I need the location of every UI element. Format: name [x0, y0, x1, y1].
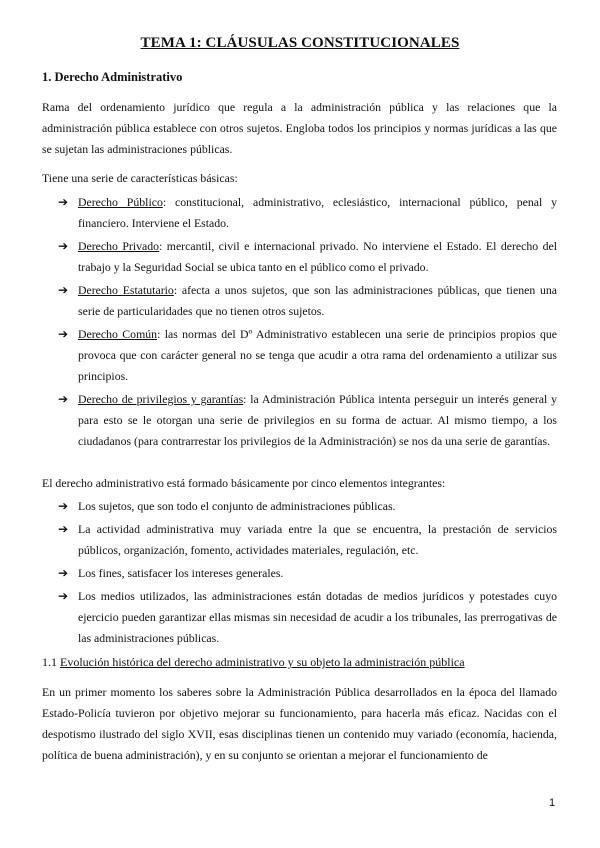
list-item: ➔ Los medios utilizados, las administraciones están dotadas de medios jurídicos y potestades cuyo ejercicio pueden garantizar ellas mismas sin necesidad de acudir a los tribunales, las prerrogativas de las administraciones públicas. — [42, 586, 557, 649]
list-item: ➔ La actividad administrativa muy variada entre la que se encuentra, la prestación de servicios públicos, organización, fomento, actividades materiales, regulación, etc. — [42, 519, 557, 561]
list-item: ➔ Derecho Estatutario: afecta a unos sujetos, que son las administraciones públicas, que tienen una serie de particularidades que no tienen otros sujetos. — [42, 280, 557, 322]
arrow-right-icon: ➔ — [58, 499, 69, 513]
page-title: TEMA 1: CLÁUSULAS CONSTITUCIONALES — [140, 35, 460, 51]
characteristics-lead: Tiene una serie de características básicas: — [42, 171, 238, 185]
list-item: ➔ Derecho Público: constitucional, administrativo, eclesiástico, internacional público, penal y financiero. Interviene el Estado. — [42, 192, 557, 234]
term: Derecho Estatutario — [78, 283, 174, 297]
elements-list — [42, 496, 557, 651]
list-item: ➔ Los fines, satisfacer los intereses generales. — [42, 563, 557, 584]
arrow-right-icon: ➔ — [58, 522, 69, 536]
term: Derecho de privilegios y garantías — [78, 392, 244, 406]
arrow-right-icon: ➔ — [58, 195, 69, 209]
list-item: ➔ Los sujetos, que son todo el conjunto de administraciones públicas. — [42, 496, 557, 517]
subsection-number: 1.1 — [42, 655, 57, 669]
list-item: ➔ Derecho Privado: mercantil, civil e internacional privado. No interviene el Estado. El derecho del trabajo y la Seguridad Social se ubica tanto en el público como el privado. — [42, 236, 557, 278]
term: Derecho Privado — [78, 239, 160, 253]
characteristics-list — [42, 192, 557, 454]
list-item: ➔ Derecho de privilegios y garantías: la Administración Pública intenta perseguir un interés general y para esto se le otorgan una serie de privilegios en su forma de actuar. Al mismo tiempo, a los ciudadanos (para contrarrestar los privilegios de la Administración) se nos da una serie de garantías. — [42, 389, 557, 452]
arrow-right-icon: ➔ — [58, 566, 69, 580]
page-number: 1 — [549, 797, 556, 809]
term: Derecho Común — [78, 327, 158, 341]
arrow-right-icon: ➔ — [58, 589, 69, 603]
term: Derecho Público — [78, 195, 163, 209]
elements-lead: El derecho administrativo está formado básicamente por cinco elementos integrantes: — [42, 476, 446, 490]
section-heading: 1. Derecho Administrativo — [42, 70, 183, 84]
arrow-right-icon: ➔ — [58, 392, 69, 406]
arrow-right-icon: ➔ — [58, 327, 69, 341]
arrow-right-icon: ➔ — [58, 283, 69, 297]
arrow-right-icon: ➔ — [58, 239, 69, 253]
subsection-paragraph: En un primer momento los saberes sobre la Administración Pública desarrollados en la época del llamado Estado-Policía tuvieron por objetivo mejorar su funcionamiento, para hacerla más eficaz. Nacidas con el despotismo ilustrado del siglo XVII, esas disciplinas tienen un contenido muy variado (economía, hacienda, política de buena administración), y en su conjunto se orientan a mejorar el funcionamiento de — [42, 685, 557, 762]
intro-paragraph: Rama del ordenamiento jurídico que regula a la administración pública y las relaciones que la administración pública establece con otros sujetos. Engloba todos los principios y normas jurídicas a las que se sujetan las administraciones públicas. — [42, 100, 557, 156]
list-item: ➔ Derecho Común: las normas del Dº Administrativo establecen una serie de principios propios que provoca que con carácter general no se tenga que acudir a otra rama del ordenamiento a utilizar sus principios. — [42, 324, 557, 387]
subsection-heading — [42, 655, 465, 670]
subsection-title: Evolución histórica del derecho administrativo y su objeto la administración pública — [60, 655, 465, 669]
